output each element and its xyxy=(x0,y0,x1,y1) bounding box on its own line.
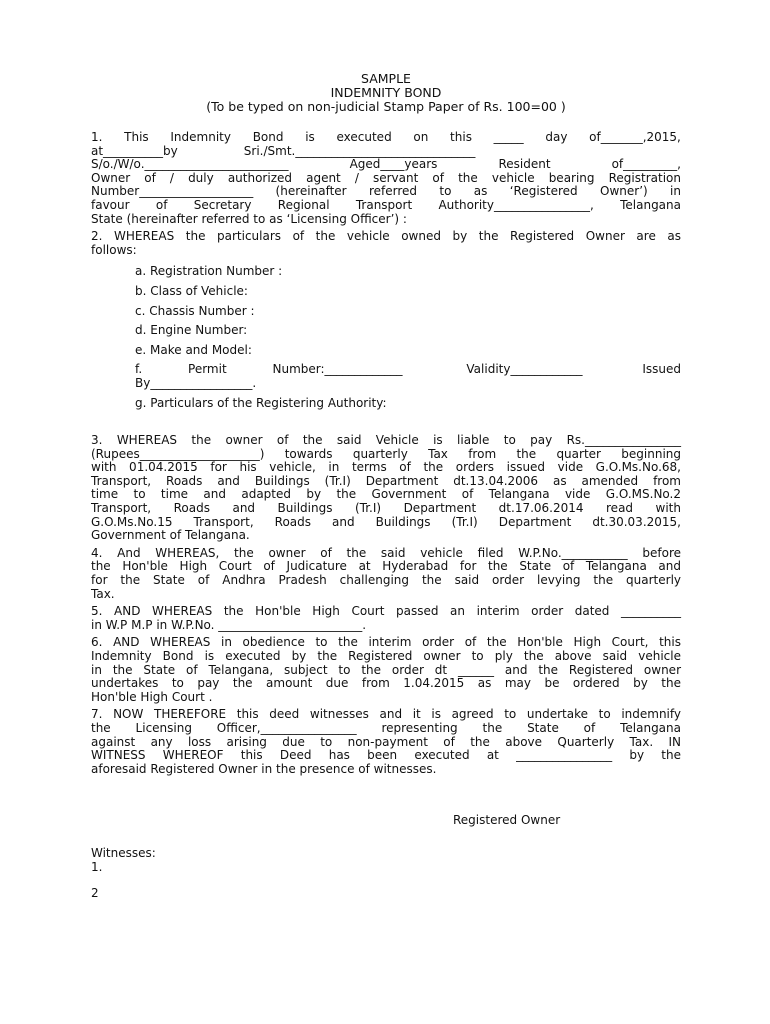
witness-2: 2 xyxy=(91,886,99,901)
list-item-engine-number: d. Engine Number: xyxy=(135,323,248,338)
list-item-make-and-model: e. Make and Model: xyxy=(135,342,252,357)
para1-line7: State (hereinafter referred to as ‘Licensing Officer’) : xyxy=(91,211,407,226)
para1-row3: S/o./W/o.________________________ Aged____years Resident of_________, xyxy=(91,157,681,172)
para1-line4: Owner of / duly authorized agent / servant of the vehicle bearing Registration xyxy=(91,170,681,185)
witness-1: 1. xyxy=(91,859,103,874)
witnesses-section xyxy=(91,847,681,901)
list-item-registering-authority: g. Particulars of the Registering Authority: xyxy=(135,395,387,410)
para2-line2: follows: xyxy=(91,242,137,257)
title-instruction: (To be typed on non-judicial Stamp Paper of Rs. 100=00 ) xyxy=(206,99,566,114)
paragraph-6: 6. AND WHEREAS in obedience to the interim order of the Hon'ble High Court, this Indemnity Bond is executed by the Registered owner to ply the above said vehicle in the State of Telangana, subject to the order dt ______ and the Registered owner undertakes to pay the amount due from 1.04.2015 as may be ordered by the Hon'ble High Court . xyxy=(91,635,681,704)
para1-row2: at__________by Sri./Smt.______________________________ xyxy=(91,143,476,158)
paragraph-7: 7. NOW THEREFORE this deed witnesses and it is agreed to undertake to indemnify the Licensing Officer,________________ representing the State of Telangana against any loss arising due to non-payment of the above Quarterly Tax. IN WITNESS WHEREOF this Deed has been executed at ________________ by the aforesaid Registered Owner in the presence of witnesses. xyxy=(91,707,681,776)
paragraph-5: 5. AND WHEREAS the Hon'ble High Court passed an interim order dated __________ in W.P M.P in W.P.No. ________________________. xyxy=(91,604,681,632)
list-item-chassis-number: c. Chassis Number : xyxy=(135,303,255,318)
list-item-permit: f. Permit Number:_____________ Validity____________ Issued By_________________. xyxy=(135,362,681,390)
para1-line6: favour of Secretary Regional Transport Authority________________, Telangana xyxy=(91,197,681,212)
paragraph-4: 4. And WHEREAS, the owner of the said vehicle filed W.P.No.___________ before the Hon'ble High Court of Judicature at Hyderabad for the State of Telangana and for the State of Andhra Pradesh challenging the said order levying the quarterly Tax. xyxy=(91,545,681,601)
registered-owner-signature-label: Registered Owner xyxy=(453,813,561,828)
para2-line1: 2. WHEREAS the particulars of the vehicle owned by the Registered Owner are as xyxy=(91,229,681,244)
title-indemnity-bond: INDEMNITY BOND xyxy=(330,85,442,100)
paragraph-2 xyxy=(91,230,681,257)
title-sample: SAMPLE xyxy=(361,71,411,86)
document-title xyxy=(91,72,681,114)
paragraph-3: 3. WHEREAS the owner of the said Vehicle is liable to pay Rs.________________ (Rupees____________________) towards quarterly Tax from the quarter beginning with 01.04.2015 for his vehicle, in terms of the orders issued vide G.O.Ms.No.68, Transport, Roads and Buildings (Tr.I) Department dt.13.04.2006 as amended from time to time and adapted by the Government of Telangana vide G.O.MS.No.2 Transport, Roads and Buildings (Tr.I) Department dt.17.06.2014 read with G.O.Ms.No.15 Transport, Roads and Buildings (Tr.I) Department dt.30.03.2015, Government of Telangana. xyxy=(91,433,681,543)
paragraph-1 xyxy=(91,131,681,226)
vehicle-particulars-list xyxy=(135,265,681,410)
witnesses-label: Witnesses: xyxy=(91,845,156,860)
list-item-class-of-vehicle: b. Class of Vehicle: xyxy=(135,283,248,298)
para1-line5: Number___________________ (hereinafter referred to as ‘Registered Owner’) in xyxy=(91,184,681,199)
document-page xyxy=(91,72,681,901)
list-item-registration-number: a. Registration Number : xyxy=(135,264,283,279)
para1-row1: 1. This Indemnity Bond is executed on this _____ day of_______,2015, xyxy=(91,130,681,144)
